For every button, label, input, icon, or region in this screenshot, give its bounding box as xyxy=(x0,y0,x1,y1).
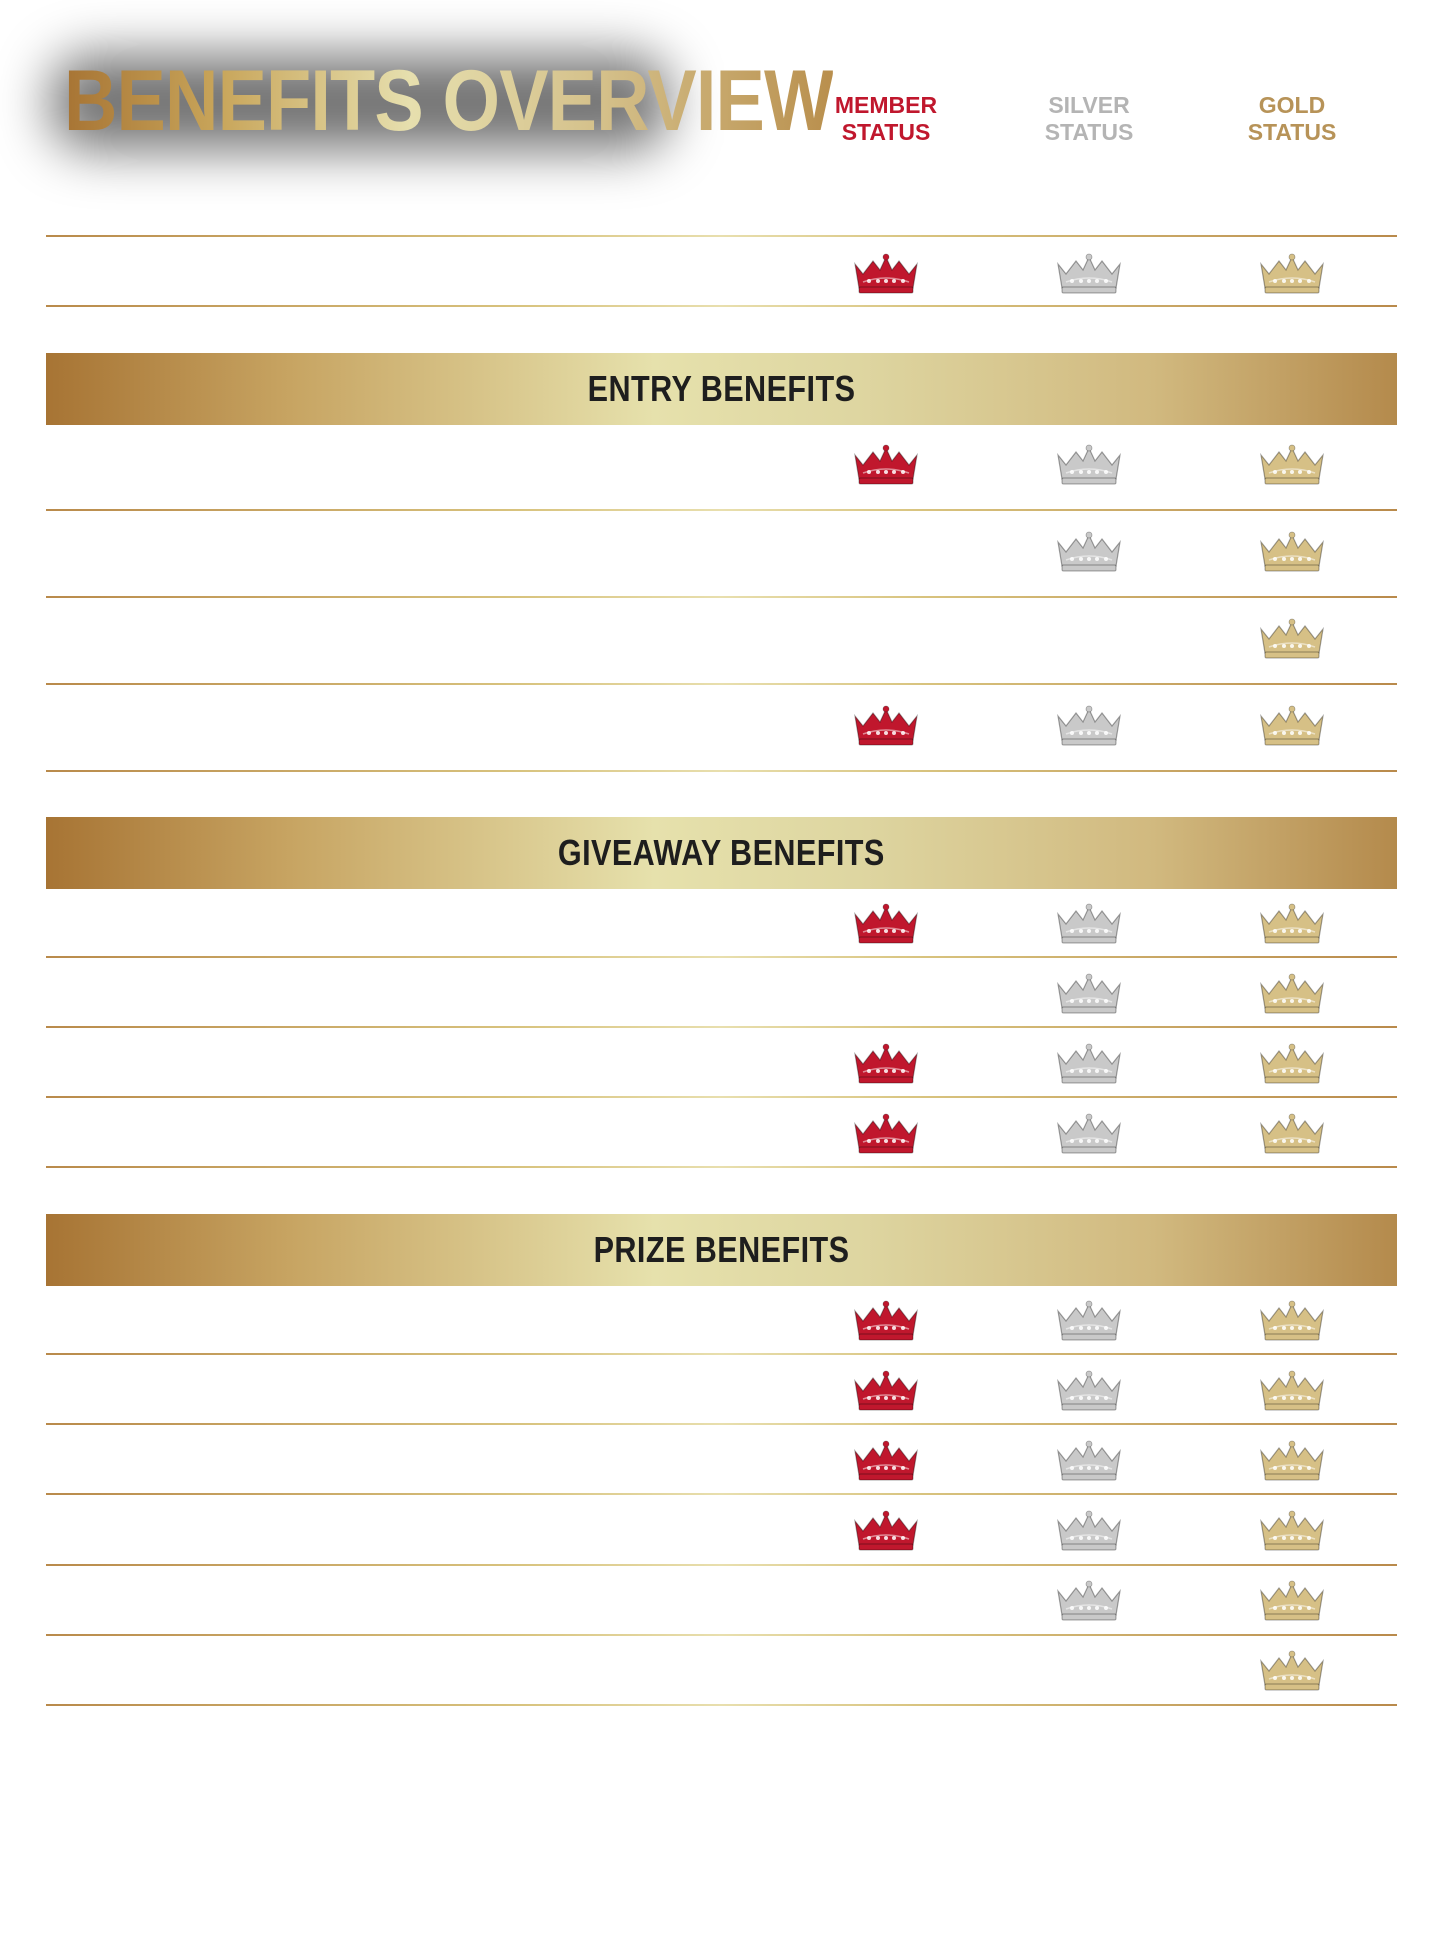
member-crown-icon xyxy=(849,443,923,489)
member-status-header xyxy=(806,92,966,146)
gold-crown-icon xyxy=(1255,443,1329,489)
row-divider xyxy=(46,770,1397,772)
silver-crown-icon xyxy=(1052,1299,1126,1345)
silver-crown-icon xyxy=(1052,252,1126,298)
section-title: PRIZE BENEFITS xyxy=(593,1229,850,1270)
gold-crown-icon xyxy=(1255,1579,1329,1625)
row-divider xyxy=(46,1493,1397,1495)
member-crown-icon xyxy=(849,1439,923,1485)
gold-crown-icon xyxy=(1255,704,1329,750)
row-divider xyxy=(46,305,1397,307)
row-divider xyxy=(46,1096,1397,1098)
gold-crown-icon xyxy=(1255,972,1329,1018)
row-divider xyxy=(46,1423,1397,1425)
row-divider xyxy=(46,1564,1397,1566)
gold-crown-icon xyxy=(1255,252,1329,298)
silver-crown-icon xyxy=(1052,902,1126,948)
silver-crown-icon xyxy=(1052,1042,1126,1088)
silver-crown-icon xyxy=(1052,1112,1126,1158)
member-status-label-line1: MEMBER xyxy=(834,92,938,118)
silver-crown-icon xyxy=(1052,1439,1126,1485)
row-divider xyxy=(46,1026,1397,1028)
silver-status-label-line2: STATUS xyxy=(1044,119,1134,145)
gold-crown-icon xyxy=(1255,617,1329,663)
member-crown-icon xyxy=(849,902,923,948)
member-crown-icon xyxy=(849,704,923,750)
row-divider xyxy=(46,956,1397,958)
section-header-entry-benefits xyxy=(46,353,1397,425)
member-crown-icon xyxy=(849,1509,923,1555)
row-divider xyxy=(46,1704,1397,1706)
silver-crown-icon xyxy=(1052,972,1126,1018)
table-top-rule xyxy=(46,235,1397,237)
gold-status-label-line2: STATUS xyxy=(1247,119,1337,145)
silver-crown-icon xyxy=(1052,443,1126,489)
section-header-giveaway-benefits xyxy=(46,817,1397,889)
gold-crown-icon xyxy=(1255,1112,1329,1158)
row-divider xyxy=(46,1634,1397,1636)
gold-status-label-line1: GOLD xyxy=(1258,92,1326,118)
member-crown-icon xyxy=(849,1299,923,1345)
gold-crown-icon xyxy=(1255,1299,1329,1345)
row-divider xyxy=(46,1353,1397,1355)
gold-crown-icon xyxy=(1255,1649,1329,1695)
row-divider xyxy=(46,596,1397,598)
gold-crown-icon xyxy=(1255,1509,1329,1555)
page-title-block xyxy=(40,40,833,160)
gold-status-header xyxy=(1212,92,1372,146)
gold-crown-icon xyxy=(1255,1439,1329,1485)
section-title: GIVEAWAY BENEFITS xyxy=(558,832,885,873)
gold-crown-icon xyxy=(1255,902,1329,948)
section-header-prize-benefits xyxy=(46,1214,1397,1286)
silver-crown-icon xyxy=(1052,1579,1126,1625)
page-title: BENEFITS OVERVIEW xyxy=(64,46,833,156)
silver-crown-icon xyxy=(1052,1369,1126,1415)
silver-crown-icon xyxy=(1052,704,1126,750)
gold-crown-icon xyxy=(1255,1369,1329,1415)
section-title: ENTRY BENEFITS xyxy=(587,368,856,409)
row-divider xyxy=(46,683,1397,685)
member-status-label-line2: STATUS xyxy=(841,119,931,145)
silver-crown-icon xyxy=(1052,1509,1126,1555)
member-crown-icon xyxy=(849,1112,923,1158)
member-crown-icon xyxy=(849,252,923,298)
gold-crown-icon xyxy=(1255,1042,1329,1088)
member-crown-icon xyxy=(849,1369,923,1415)
gold-crown-icon xyxy=(1255,530,1329,576)
silver-status-label-line1: SILVER xyxy=(1048,92,1130,118)
silver-status-header xyxy=(1009,92,1169,146)
row-divider xyxy=(46,1166,1397,1168)
member-crown-icon xyxy=(849,1042,923,1088)
row-divider xyxy=(46,509,1397,511)
silver-crown-icon xyxy=(1052,530,1126,576)
